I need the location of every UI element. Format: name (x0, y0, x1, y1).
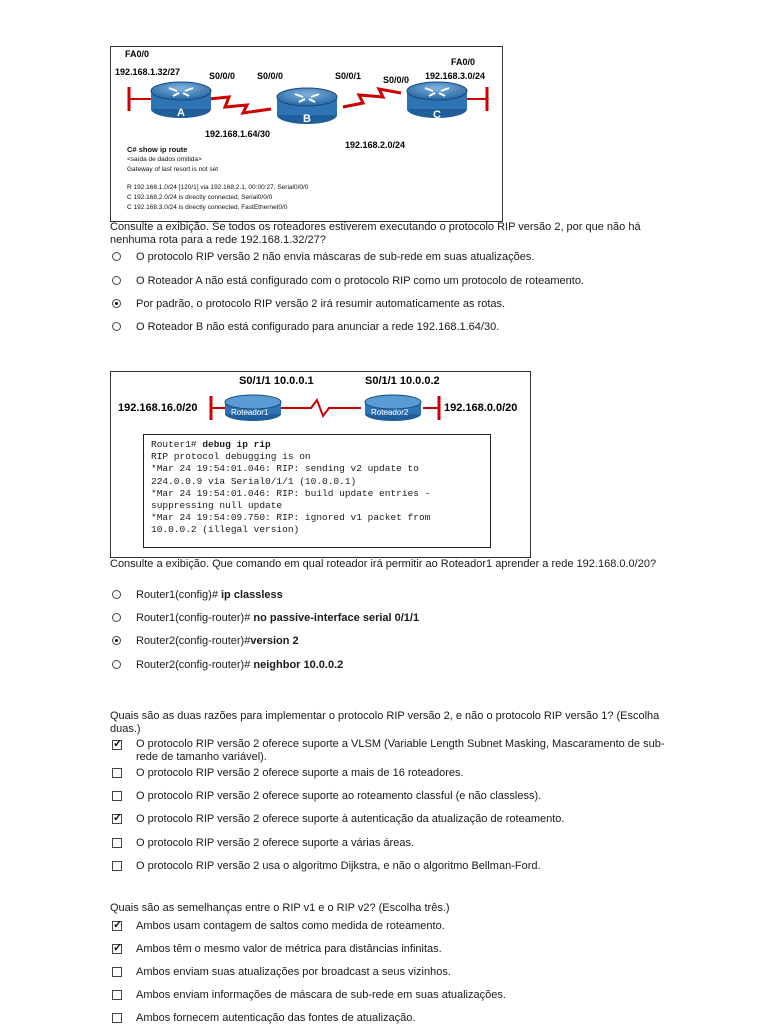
radio-button-selected[interactable] (112, 636, 121, 645)
console-prompt-2: Router1# (151, 439, 197, 450)
console-line: 224.0.0.9 via Serial0/1/1 (10.0.0.1) (151, 475, 357, 487)
option-label: O protocolo RIP versão 2 usa o algoritmo Dijkstra, e não o algoritmo Bellman-Ford. (136, 860, 541, 872)
console-route-3: C 192.168.3.0/24 is directly connected, FastEthernet0/0 (127, 204, 288, 211)
question-2-text: Consulte a exibição. Que comando em qual roteador irá permitir ao Roteador1 aprender a rede 192.168.0.0/20? (110, 558, 657, 570)
topology-figure-1 (110, 46, 503, 222)
question-1-text: Consulte a exibição. Se todos os roteadores estiverem executando o protocolo RIP versão 2, por que não há nenhuma rota para a rede 192.168.1.32/27? (110, 221, 641, 246)
label-net-right: 192.168.3.0/24 (425, 71, 486, 81)
router-c-label: C (433, 109, 441, 121)
radio-button[interactable] (112, 252, 121, 261)
console-prompt: C# (127, 145, 137, 154)
checkbox[interactable] (112, 768, 122, 778)
label-s000-c: S0/0/0 (383, 75, 410, 85)
label-s001-b: S0/0/1 (335, 71, 362, 81)
radio-button[interactable] (112, 322, 121, 331)
option-label: Por padrão, o protocolo RIP versão 2 irá resumir automaticamente as rotas. (136, 298, 506, 310)
radio-button[interactable] (112, 276, 121, 285)
console-route-2: C 192.168.2.0/24 is directly connected, Serial0/0/0 (127, 194, 273, 201)
option-label: Ambos fornecem autenticação das fontes de atualização. (136, 1012, 416, 1024)
router-b-label: B (303, 113, 311, 125)
console-line-2: Gateway of last resort is not set (127, 166, 219, 173)
option-label: Ambos enviam suas atualizações por broadcast a seus vizinhos. (136, 966, 451, 978)
console-line: RIP protocol debugging is on (151, 451, 311, 463)
question-3-text: Quais são as duas razões para implementar o protocolo RIP versão 2, e não o protocolo RIP versão 1? (Escolha duas.) (110, 710, 660, 735)
option-label: Ambos têm o mesmo valor de métrica para distâncias infinitas. (136, 943, 442, 955)
label-net-left-2: 192.168.16.0/20 (118, 402, 198, 414)
label-fa-right: FA0/0 (451, 57, 476, 67)
option-prefix: Router2(config-router)# (136, 659, 251, 671)
checkbox-checked[interactable] (112, 740, 122, 750)
label-fa-left: FA0/0 (125, 49, 150, 59)
radio-button[interactable] (112, 613, 121, 622)
checkbox-checked[interactable] (112, 814, 122, 824)
checkbox[interactable] (112, 838, 122, 848)
console-line: 10.0.0.2 (illegal version) (151, 524, 300, 536)
checkbox[interactable] (112, 990, 122, 1000)
topology-diagram-1 (111, 47, 502, 152)
option-label: O protocolo RIP versão 2 oferece suporte a mais de 16 roteadores. (136, 767, 464, 779)
topology-figure-2 (110, 371, 531, 558)
console-line: *Mar 24 19:54:01.046: RIP: sending v2 update to (151, 463, 419, 475)
label-s0-1-1-r1: S0/1/1 10.0.0.1 (239, 375, 314, 387)
checkbox[interactable] (112, 861, 122, 871)
router-2-label: Roteador2 (371, 408, 409, 417)
label-net-bc: 192.168.2.0/24 (345, 140, 406, 150)
console-command: show ip route (138, 145, 188, 154)
label-net-right-2: 192.168.0.0/20 (444, 402, 518, 414)
option-prefix: Router1(config-router)# (136, 612, 251, 624)
option-label: Ambos usam contagem de saltos como medida de roteamento. (136, 920, 445, 932)
option-label: O Roteador A não está configurado com o protocolo RIP como um protocolo de roteamento. (136, 275, 585, 287)
radio-button-selected[interactable] (112, 299, 121, 308)
console-output-2 (143, 434, 491, 548)
label-s0-1-1-r2: S0/1/1 10.0.0.2 (365, 375, 440, 387)
checkbox-checked[interactable] (112, 921, 122, 931)
option-label: O protocolo RIP versão 2 oferece suporte à autenticação da atualização de roteamento. (136, 813, 565, 825)
option-label: O protocolo RIP versão 2 oferece suporte ao roteamento classful (e não classless). (136, 790, 542, 802)
label-net-left: 192.168.1.32/27 (115, 67, 181, 77)
question-4-text: Quais são as semelhanças entre o RIP v1 e o RIP v2? (Escolha três.) (110, 902, 450, 914)
option-command: neighbor 10.0.0.2 (250, 659, 344, 671)
radio-button[interactable] (112, 660, 121, 669)
label-net-ab: 192.168.1.64/30 (205, 129, 271, 139)
option-command: no passive-interface serial 0/1/1 (250, 612, 420, 624)
option-prefix: Router1(config)# (136, 589, 218, 601)
option-label: O protocolo RIP versão 2 não envia máscaras de sub-rede em suas atualizações. (136, 251, 535, 263)
radio-button[interactable] (112, 590, 121, 599)
router-1-label: Roteador1 (231, 408, 269, 417)
checkbox[interactable] (112, 1013, 122, 1023)
console-line: *Mar 24 19:54:09.750: RIP: ignored v1 packet from (151, 512, 431, 524)
console-line (151, 439, 483, 451)
checkbox[interactable] (112, 967, 122, 977)
router-a-label: A (177, 107, 185, 119)
option-label: O protocolo RIP versão 2 oferece suporte a várias áreas. (136, 837, 414, 849)
console-line: suppressing null update (151, 500, 283, 512)
option-prefix: Router2(config-router)# (136, 635, 251, 647)
console-line-1: <saída de dados omitida> (127, 156, 202, 163)
option-label: Ambos enviam informações de máscara de sub-rede em suas atualizações. (136, 989, 506, 1001)
checkbox-checked[interactable] (112, 944, 122, 954)
label-s000-a: S0/0/0 (209, 71, 236, 81)
console-route-1: R 192.168.1.0/24 [120/1] via 192.168.2.1, 00:00:27, Serial0/0/0 (127, 184, 309, 191)
console-line: *Mar 24 19:54:01.046: RIP: build update entries - (151, 487, 431, 499)
option-command: ip classless (217, 589, 283, 601)
console-command-2: debug ip rip (202, 439, 271, 450)
option-label: O protocolo RIP versão 2 oferece suporte a VLSM (Variable Length Subnet Masking, Mascaramento de sub-rede de tamanho variável). (136, 738, 665, 763)
label-s000-b: S0/0/0 (257, 71, 284, 81)
checkbox[interactable] (112, 791, 122, 801)
option-command: version 2 (250, 635, 299, 647)
option-label: O Roteador B não está configurado para anunciar a rede 192.168.1.64/30. (136, 321, 500, 333)
